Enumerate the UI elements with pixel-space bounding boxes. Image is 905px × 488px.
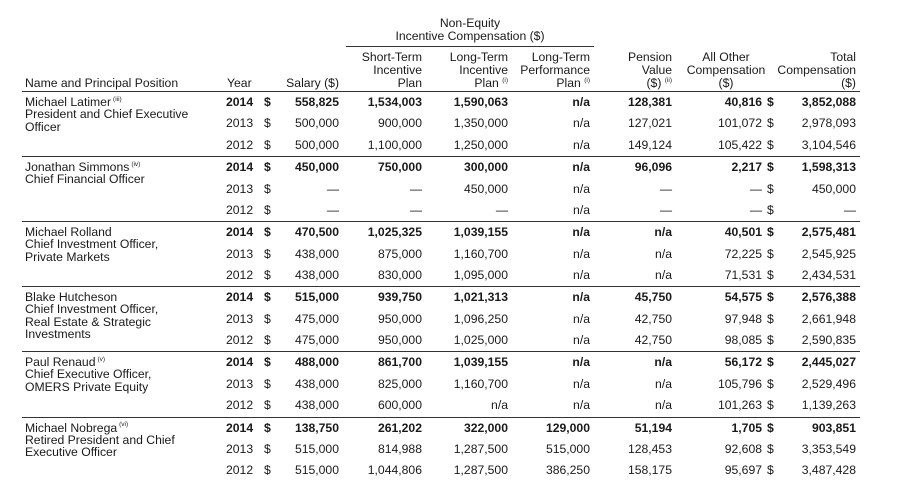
cell-other: 56,172 xyxy=(724,355,762,370)
cell-total: 1,139,263 xyxy=(801,398,856,413)
cell-sti: — xyxy=(409,181,422,196)
executive-title-line: Retired President and Chief xyxy=(25,432,175,447)
cell-sti: 875,000 xyxy=(377,246,422,261)
cell-currency: $ xyxy=(767,420,774,435)
cell-salary: 500,000 xyxy=(294,137,339,152)
cell-currency: $ xyxy=(264,202,271,217)
cell-ltpp: n/a xyxy=(572,290,590,305)
cell-total: 2,529,496 xyxy=(801,376,856,391)
cell-lti: 1,025,000 xyxy=(453,333,508,348)
cell-currency: $ xyxy=(767,398,774,413)
cell-other: 40,816 xyxy=(724,95,762,109)
cell-lti: — xyxy=(495,202,508,217)
cell-other: 40,501 xyxy=(724,225,762,240)
cell-other: 105,422 xyxy=(717,137,762,152)
cell-salary: 558,825 xyxy=(294,95,339,109)
cell-year: 2013 xyxy=(226,311,254,326)
cell-sti: 1,100,000 xyxy=(367,137,422,152)
cell-salary: 515,000 xyxy=(294,463,339,478)
cell-currency: $ xyxy=(767,181,774,196)
cell-currency: $ xyxy=(767,441,774,456)
cell-ltpp: n/a xyxy=(573,202,590,217)
cell-year: 2013 xyxy=(226,441,254,456)
cell-year: 2014 xyxy=(226,160,254,175)
cell-sti: 1,044,806 xyxy=(367,463,422,478)
row-group-rule xyxy=(22,91,860,92)
executive-name-text: Paul Renaud xyxy=(25,355,96,370)
cell-total: 450,000 xyxy=(811,181,856,196)
cell-currency: $ xyxy=(264,398,271,413)
cell-total: 3,487,428 xyxy=(801,463,856,478)
cell-currency: $ xyxy=(264,420,271,435)
cell-salary: — xyxy=(326,181,339,196)
cell-total: 2,575,481 xyxy=(801,225,856,240)
cell-ltpp: n/a xyxy=(573,376,590,391)
cell-year: 2012 xyxy=(226,463,254,478)
executive-name-text: Michael Latimer xyxy=(25,95,112,109)
executive-title-line: Investments xyxy=(25,327,91,342)
cell-lti: 1,160,700 xyxy=(453,246,508,261)
cell-ltpp: n/a xyxy=(573,268,590,282)
cell-ltpp: n/a xyxy=(573,246,590,261)
cell-lti: 450,000 xyxy=(463,181,508,196)
cell-total: 2,590,835 xyxy=(801,333,856,348)
cell-other: — xyxy=(749,202,762,217)
col-header-lti: Long-Term Incentive Plan $^{(i)}$ xyxy=(449,50,508,90)
cell-currency: $ xyxy=(767,160,774,175)
cell-lti: 322,000 xyxy=(463,420,508,435)
cell-other: 95,697 xyxy=(724,463,762,478)
cell-currency: $ xyxy=(767,137,774,152)
cell-year: 2013 xyxy=(226,376,254,391)
executive-title-line: Chief Investment Officer, xyxy=(25,302,159,317)
cell-total: 2,661,948 xyxy=(801,311,856,326)
cell-year: 2014 xyxy=(226,290,254,305)
executive-name-text: Blake Hutcheson xyxy=(25,290,118,305)
cell-pension: 158,175 xyxy=(627,463,672,478)
cell-pension: — xyxy=(659,202,672,217)
cell-other: 1,705 xyxy=(731,420,762,435)
cell-ltpp: n/a xyxy=(573,311,590,326)
executive-note: (v) xyxy=(97,356,106,364)
cell-lti: 1,250,000 xyxy=(453,137,508,152)
cell-sti: 950,000 xyxy=(377,333,422,348)
cell-currency: $ xyxy=(767,463,774,478)
cell-currency: $ xyxy=(264,441,271,456)
col-header-year: Year xyxy=(227,76,252,90)
cell-total: 2,434,531 xyxy=(801,268,856,282)
cell-other: 101,263 xyxy=(717,398,762,413)
col-header-total: Total Compensation ($) xyxy=(777,50,856,90)
executive-title-line: OMERS Private Equity xyxy=(25,379,149,394)
cell-salary: 470,500 xyxy=(294,225,339,240)
cell-other: 97,948 xyxy=(724,311,762,326)
cell-sti: 750,000 xyxy=(377,160,422,175)
cell-lti: 1,287,500 xyxy=(453,441,508,456)
cell-currency: $ xyxy=(767,95,774,109)
cell-sti: 1,025,325 xyxy=(367,225,422,240)
cell-currency: $ xyxy=(264,160,271,175)
row-group-rule xyxy=(22,351,860,352)
cell-currency: $ xyxy=(767,116,774,131)
cell-year: 2012 xyxy=(226,137,254,152)
cell-currency: $ xyxy=(767,333,774,348)
cell-pension: 51,194 xyxy=(634,420,672,435)
cell-year: 2012 xyxy=(226,268,254,282)
cell-total: 3,104,546 xyxy=(801,137,856,152)
cell-lti: 1,287,500 xyxy=(453,463,508,478)
cell-salary: 488,000 xyxy=(294,355,339,370)
cell-other: 54,575 xyxy=(724,290,762,305)
cell-lti: 1,096,250 xyxy=(453,311,508,326)
cell-total: 3,852,088 xyxy=(801,95,856,109)
cell-lti: 1,039,155 xyxy=(453,225,508,240)
cell-currency: $ xyxy=(264,355,271,370)
cell-currency: $ xyxy=(264,290,271,305)
cell-lti: 1,590,063 xyxy=(453,95,508,109)
cell-ltpp: n/a xyxy=(572,355,590,370)
executive-name-text: Michael Rolland xyxy=(25,225,112,240)
cell-year: 2012 xyxy=(226,333,254,348)
cell-ltpp: n/a xyxy=(573,181,590,196)
cell-currency: $ xyxy=(767,311,774,326)
cell-lti: 300,000 xyxy=(463,160,508,175)
cell-total: — xyxy=(843,202,856,217)
cell-pension: n/a xyxy=(655,268,672,282)
cell-salary: 438,000 xyxy=(294,246,339,261)
executive-note: (iii) xyxy=(113,95,122,103)
cell-year: 2014 xyxy=(226,355,254,370)
cell-other: 92,608 xyxy=(724,441,762,456)
cell-sti: 950,000 xyxy=(377,311,422,326)
cell-ltpp: n/a xyxy=(572,160,590,175)
cell-salary: 450,000 xyxy=(294,160,339,175)
cell-total: 1,598,313 xyxy=(801,160,856,175)
cell-lti: 1,350,000 xyxy=(453,116,508,131)
cell-sti: 261,202 xyxy=(377,420,422,435)
cell-salary: 515,000 xyxy=(294,290,339,305)
col-header-other: All Other Compensation ($) xyxy=(686,50,766,90)
cell-year: 2014 xyxy=(226,225,254,240)
executive-title-line: Private Markets xyxy=(25,249,110,264)
cell-other: 101,072 xyxy=(717,116,762,131)
cell-currency: $ xyxy=(767,246,774,261)
cell-pension: 149,124 xyxy=(627,137,672,152)
cell-year: 2013 xyxy=(226,116,254,131)
executive-title-line: Executive Officer xyxy=(25,445,117,459)
cell-other: 71,531 xyxy=(724,268,762,282)
cell-year: 2014 xyxy=(226,420,254,435)
col-header-name: Name and Principal Position xyxy=(25,76,179,90)
cell-pension: 45,750 xyxy=(634,290,672,305)
group-header-line-2: Incentive Compensation ($) xyxy=(395,29,545,43)
cell-currency: $ xyxy=(264,95,271,109)
cell-total: 3,353,549 xyxy=(801,441,856,456)
cell-currency: $ xyxy=(264,463,271,478)
executive-name-text: Michael Nobrega xyxy=(25,420,118,435)
cell-lti: 1,095,000 xyxy=(453,268,508,282)
cell-pension: 42,750 xyxy=(634,333,672,348)
group-header-line-1: Non-Equity xyxy=(439,16,501,30)
cell-lti: n/a xyxy=(491,398,508,413)
col-header-ltpp: Long-Term Performance Plan $^{(i)}$ xyxy=(520,50,590,90)
cell-salary: 438,000 xyxy=(294,398,339,413)
cell-pension: n/a xyxy=(654,355,672,370)
cell-currency: $ xyxy=(767,202,774,217)
executive-note: (iv) xyxy=(131,161,141,169)
cell-ltpp: 515,000 xyxy=(545,441,590,456)
cell-currency: $ xyxy=(264,225,271,240)
executive-title-line: Chief Executive Officer, xyxy=(25,367,152,382)
col-header-sti: Short-Term Incentive Plan xyxy=(361,50,422,90)
cell-salary: 438,000 xyxy=(294,268,339,282)
cell-ltpp: n/a xyxy=(573,116,590,131)
cell-ltpp: n/a xyxy=(573,398,590,413)
executive-title-line: Real Estate & Strategic xyxy=(25,314,151,329)
row-group-rule xyxy=(22,156,860,157)
cell-total: 2,576,388 xyxy=(801,290,856,305)
cell-currency: $ xyxy=(264,137,271,152)
cell-lti: 1,160,700 xyxy=(453,376,508,391)
group-header-rule xyxy=(346,46,594,47)
cell-year: 2012 xyxy=(226,398,254,413)
cell-pension: 96,096 xyxy=(634,160,672,175)
cell-sti: — xyxy=(409,202,422,217)
cell-sti: 830,000 xyxy=(377,268,422,282)
cell-year: 2013 xyxy=(226,246,254,261)
cell-currency: $ xyxy=(264,268,271,282)
cell-total: 903,851 xyxy=(811,420,856,435)
row-group-rule xyxy=(22,417,860,418)
cell-year: 2014 xyxy=(226,95,254,109)
cell-lti: 1,021,313 xyxy=(453,290,508,305)
cell-currency: $ xyxy=(264,376,271,391)
cell-pension: 128,381 xyxy=(627,95,672,109)
cell-other: 72,225 xyxy=(724,246,762,261)
cell-currency: $ xyxy=(767,355,774,370)
cell-salary: 138,750 xyxy=(294,420,339,435)
cell-currency: $ xyxy=(264,333,271,348)
cell-year: 2012 xyxy=(226,202,254,217)
cell-currency: $ xyxy=(264,116,271,131)
cell-other: 2,217 xyxy=(731,160,762,175)
executive-title-line: Officer xyxy=(25,119,61,134)
executive-title-line: Chief Investment Officer, xyxy=(25,237,159,252)
cell-currency: $ xyxy=(767,225,774,240)
cell-salary: 475,000 xyxy=(294,333,339,348)
executive-note: (vi) xyxy=(119,421,129,429)
cell-ltpp: n/a xyxy=(573,333,590,348)
cell-ltpp: 129,000 xyxy=(545,420,590,435)
cell-salary: 500,000 xyxy=(294,116,339,131)
cell-currency: $ xyxy=(767,268,774,282)
executive-name-text: Jonathan Simmons xyxy=(25,160,130,175)
cell-pension: n/a xyxy=(655,376,672,391)
cell-total: 2,978,093 xyxy=(801,116,856,131)
cell-salary: — xyxy=(326,202,339,217)
cell-ltpp: n/a xyxy=(572,225,590,240)
cell-pension: 127,021 xyxy=(627,116,672,131)
cell-currency: $ xyxy=(264,311,271,326)
cell-currency: $ xyxy=(767,376,774,391)
row-group-rule xyxy=(22,221,860,222)
cell-currency: $ xyxy=(264,246,271,261)
cell-pension: n/a xyxy=(654,225,672,240)
cell-pension: n/a xyxy=(655,398,672,413)
cell-other: — xyxy=(749,181,762,196)
cell-total: 2,545,925 xyxy=(801,246,856,261)
row-group-rule xyxy=(22,286,860,287)
cell-ltpp: n/a xyxy=(573,137,590,152)
cell-pension: n/a xyxy=(655,246,672,261)
cell-ltpp: 386,250 xyxy=(545,463,590,478)
col-header-pension: Pension Value ($) $^{(ii)}$ xyxy=(627,50,672,90)
executive-title-line: Chief Financial Officer xyxy=(25,172,145,187)
cell-other: 98,085 xyxy=(724,333,762,348)
cell-sti: 600,000 xyxy=(377,398,422,413)
cell-pension: 42,750 xyxy=(634,311,672,326)
cell-pension: — xyxy=(659,181,672,196)
executive-title-line: President and Chief Executive xyxy=(25,107,189,121)
cell-sti: 1,534,003 xyxy=(367,95,422,109)
cell-sti: 861,700 xyxy=(377,355,422,370)
cell-year: 2013 xyxy=(226,181,254,196)
cell-currency: $ xyxy=(767,290,774,305)
cell-total: 2,445,027 xyxy=(801,355,856,370)
cell-ltpp: n/a xyxy=(572,95,590,109)
cell-salary: 515,000 xyxy=(294,441,339,456)
cell-sti: 900,000 xyxy=(377,116,422,131)
cell-sti: 939,750 xyxy=(377,290,422,305)
col-header-salary: Salary ($) xyxy=(286,76,339,90)
cell-sti: 825,000 xyxy=(377,376,422,391)
cell-salary: 475,000 xyxy=(294,311,339,326)
cell-currency: $ xyxy=(264,181,271,196)
cell-other: 105,796 xyxy=(717,376,762,391)
cell-salary: 438,000 xyxy=(294,376,339,391)
cell-pension: 128,453 xyxy=(627,441,672,456)
cell-sti: 814,988 xyxy=(377,441,422,456)
cell-lti: 1,039,155 xyxy=(453,355,508,370)
